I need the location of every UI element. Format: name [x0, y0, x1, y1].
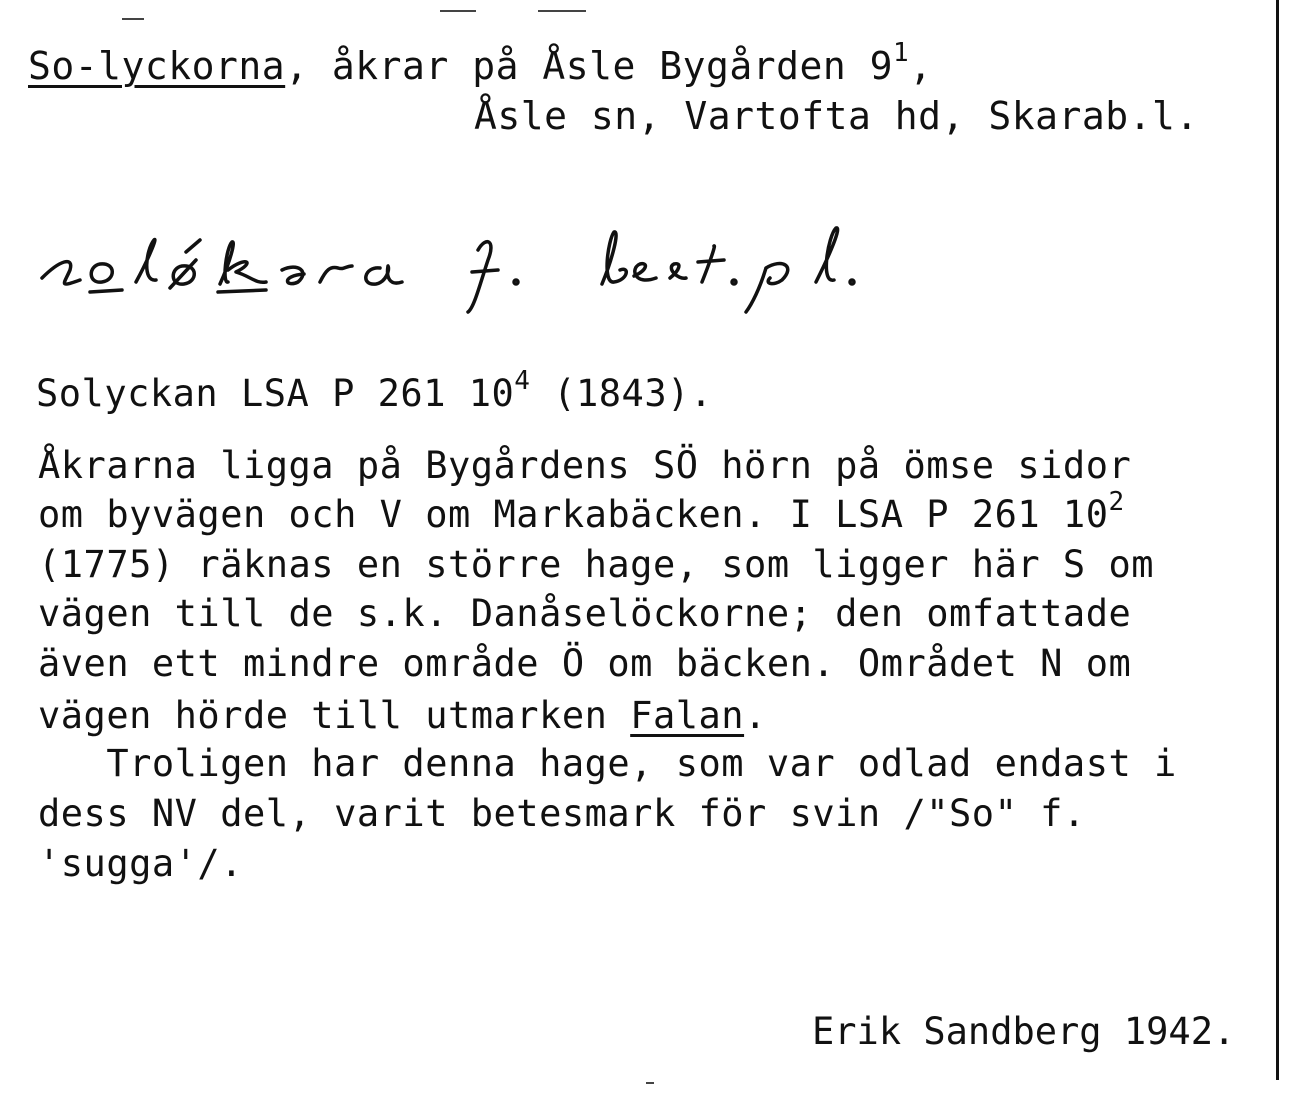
body-line-6-end: .: [744, 694, 767, 737]
header-line-1-text: , åkrar på Åsle Bygården 9: [285, 44, 893, 88]
place-reference-falan: Falan: [630, 694, 745, 737]
body-line-1: Åkrarna ligga på Bygårdens SÖ hörn på ömse sidor: [38, 444, 1132, 487]
body-line-6: [38, 694, 767, 738]
body-line-4: vägen till de s.k. Danåselöckorne; den omfattade: [38, 592, 1132, 635]
header-line-1-end: ,: [909, 44, 933, 88]
body-line-6-text: vägen hörde till utmarken: [38, 694, 631, 737]
scan-speck: [538, 10, 586, 12]
scan-speck: [122, 18, 144, 20]
body-line-2: [38, 486, 1125, 537]
body-line-8: dess NV del, varit betesmark för svin /"So" f.: [38, 792, 1086, 835]
body-line-9: 'sugga'/.: [38, 842, 243, 885]
body-line-2-superscript: 2: [1108, 486, 1125, 517]
source-superscript: 4: [514, 365, 531, 396]
card-edge: [1276, 0, 1279, 1080]
handwritten-pronunciation: [30, 200, 890, 320]
place-name: So-lyckorna: [28, 44, 286, 88]
body-line-7: Troligen har denna hage, som var odlad endast i: [38, 742, 1177, 785]
scan-speck: [440, 10, 476, 12]
source-line: [36, 365, 713, 416]
header-line-2: Åsle sn, Vartofta hd, Skarab.l.: [474, 94, 1199, 138]
scan-speck: [646, 1082, 654, 1084]
body-line-3: (1775) räknas en större hage, som ligger här S om: [38, 543, 1155, 586]
body-line-5: även ett mindre område Ö om bäcken. Området N om: [38, 642, 1132, 685]
header-superscript: 1: [893, 38, 910, 69]
signature: Erik Sandberg 1942.: [812, 1010, 1236, 1053]
source-text: Solyckan LSA P 261 10: [36, 372, 515, 415]
body-line-2-text: om byvägen och V om Markabäcken. I LSA P 261 10: [38, 493, 1109, 536]
source-year: (1843).: [530, 372, 713, 415]
header-line-1: [28, 38, 933, 88]
